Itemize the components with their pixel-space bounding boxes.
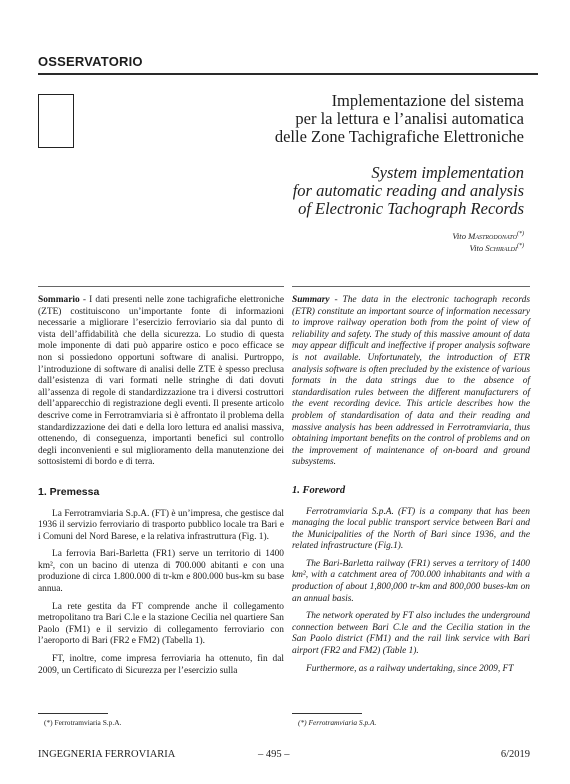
paragraph-2-it: La ferrovia Bari-Barletta (FR1) serve un territorio di 1400 km², con un bacino di utenza di 700.000 abitanti e con una produzione di circa 1.800.000 di tr-km e 800.000 bus-km su base annua. bbox=[38, 549, 284, 595]
title-english bbox=[164, 164, 524, 218]
journal-name: INGEGNERIA FERROVIARIA bbox=[38, 749, 176, 760]
summary-label-it: Sommario bbox=[38, 295, 80, 305]
paragraph-4-en: Furthermore, as a railway undertaking, since 2009, FT bbox=[306, 663, 514, 674]
paragraph-1-it: La Ferrotramviaria S.p.A. (FT) è un’impresa, che gestisce dal 1936 il servizio ferroviario di trasporto pubblico locale tra Bari e i Comuni del Nord Barese, e la relativa infrastruttura (Fig. 1). bbox=[38, 508, 284, 542]
right-column-rule bbox=[292, 286, 530, 287]
title-it-line-2: per la lettura e l’analisi automatica bbox=[295, 109, 524, 128]
section-rule bbox=[38, 73, 538, 75]
title-italian bbox=[204, 92, 524, 146]
paragraph-4-it: FT, inoltre, come impresa ferroviaria ha ottenuto, fin dal 2009, un Certificato di Sicurezza per l’esercizio sulla bbox=[38, 654, 284, 676]
decorative-box bbox=[38, 94, 74, 148]
footnote-rule-right bbox=[292, 713, 362, 714]
paragraph-3-en: The network operated by FT also includes the underground connection between Bari C.le and the Cecilia station in the San Paolo district (FM1) and the rail link service with Bari airport (FR2 and FM2) (Table 1). bbox=[292, 611, 530, 657]
heading-premessa: 1. Premessa bbox=[38, 485, 100, 498]
section-label: OSSERVATORIO bbox=[38, 54, 143, 69]
paragraph-3-it: La rete gestita da FT comprende anche il collegamento metropolitano tra Bari C.le e la stazione Cecilia nel quartiere San Paolo (FM1) e il servizio di collegamento ferroviario con l’aeroporto di Bari (FR2 e FM2) (Tabella 1). bbox=[38, 601, 284, 647]
issue-number: 6/2019 bbox=[500, 749, 530, 760]
author-2: Vito Schiraldi(*) bbox=[469, 243, 524, 254]
paragraph-2-en: The Bari-Barletta railway (FR1) serves a territory of 1400 km², with a catchment area of 700.000 inhabitants and with a production of about 1,800,000 tr-km and 800,000 buses-km on an annual basis. bbox=[292, 558, 530, 604]
summary-english: Summary - The data in the electronic tachograph records (ETR) constitute an important source of information necessary to improve railway operation both from the point of view of reliability and safety. The study of this massive amount of data may appear difficult and ineffective if proper analysis software is not available. Unfortunately, the introduction of ETR analysis software is often precluded by the existence of various formats in the data strings due to the absence of standardisation rules between the different manufacturers of the event recording device. This article describes how the problem of standardisation of data and their reading and massive analysis has been addressed in Ferrotramviaria, thus obtaining important benefits on the control of problems and on the improvement of maintenance of on-board and ground subsystems. bbox=[292, 295, 530, 468]
authors bbox=[452, 229, 524, 254]
title-en-line-2: for automatic reading and analysis bbox=[292, 181, 524, 200]
title-it-line-1: Implementazione del sistema bbox=[331, 91, 524, 110]
paragraph-1-en: Ferrotramviaria S.p.A. (FT) is a company that has been managing the local public transport service between Bari and the Municipalities of the North of Bari since 1936, and the related infrastructure (Fig.1). bbox=[292, 506, 530, 552]
title-en-line-3: of Electronic Tachograph Records bbox=[298, 199, 524, 218]
summary-italian: Sommario - I dati presenti nelle zone tachigrafiche elettroniche (ZTE) costituiscono un’importante fonte di informazioni necessarie a migliorare l’esercizio ferroviario sia dal punto di vista dell’affidabilità che della sicurezza. Lo studio di questa mole imponente di dati può apparire ostico e poco efficace se non si possiedono opportuni software di analisi. Purtroppo, l’introduzione di software di analisi delle ZTE è spesso preclusa dall’esistenza di vari formati nelle stringhe di dati dovuti all’assenza di regole di standardizzazione tra i diversi costruttori dell’apparecchio di registrazione degli eventi. Il presente articolo descrive come in Ferrotramviaria si è affrontato il problema della standardizzazione dei dati e della loro lettura ed analisi massiva, ottenendo, di conseguenza, importanti benefici sul controllo degli inconvenienti e sul miglioramento della manutenzione dei sottosistemi di bordo e di terra. bbox=[38, 295, 284, 468]
title-en-line-1: System implementation bbox=[371, 163, 524, 182]
summary-label-en: Summary bbox=[292, 295, 330, 305]
left-column bbox=[38, 295, 284, 683]
page-number: – 495 – bbox=[258, 749, 290, 760]
heading-foreword: 1. Foreword bbox=[292, 484, 346, 496]
left-column-rule bbox=[38, 286, 284, 287]
footnote-right: (*) Ferrotramviaria S.p.A. bbox=[298, 718, 377, 727]
footnote-rule-left bbox=[38, 713, 108, 714]
footnote-left: (*) Ferrotramviaria S.p.A. bbox=[44, 718, 122, 727]
title-it-line-3: delle Zone Tachigrafiche Elettroniche bbox=[274, 127, 524, 146]
author-1: Vito Mastrodonato(*) bbox=[452, 230, 524, 241]
right-column bbox=[292, 295, 530, 681]
